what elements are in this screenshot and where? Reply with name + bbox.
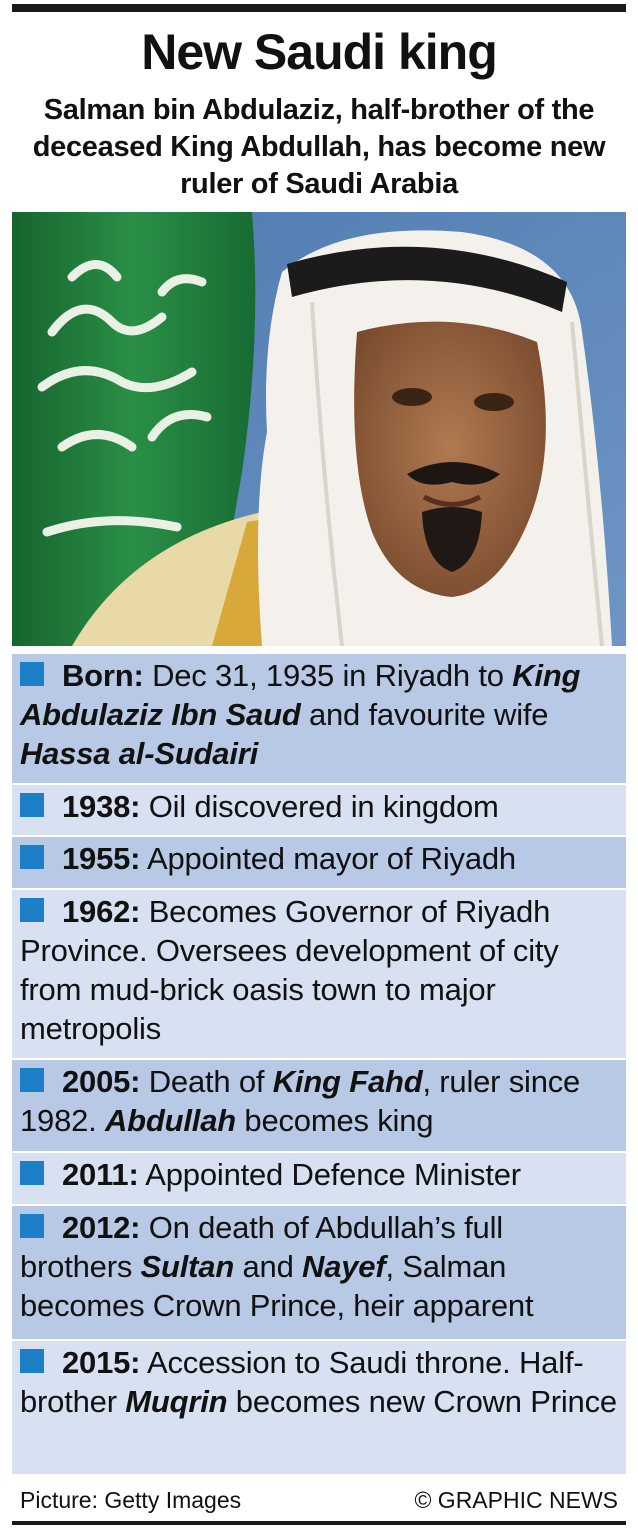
portrait-photo <box>12 212 626 646</box>
timeline-name: Muqrin <box>125 1384 228 1419</box>
timeline-text: On death of Abdullah’s full brothers <box>20 1210 503 1284</box>
timeline-text: Appointed Defence Minister <box>138 1157 521 1192</box>
timeline-year: 1955: <box>62 841 141 876</box>
timeline-item <box>12 652 626 783</box>
footer <box>12 1481 626 1519</box>
brand-credit: © GRAPHIC NEWS <box>414 1487 618 1513</box>
timeline-year: 2005: <box>62 1064 141 1099</box>
bullet-square <box>20 845 44 869</box>
timeline-text: , Salman becomes Crown Prince, heir apparent <box>20 1249 534 1323</box>
timeline-item <box>12 1339 626 1474</box>
timeline-text: and favourite wife <box>300 697 549 732</box>
timeline-name: King Fahd <box>272 1064 423 1099</box>
top-rule <box>12 4 626 12</box>
timeline-text: Becomes Governor of Riyadh Province. Oversees development of city from mud-brick oasis town to major metropolis <box>20 894 559 1046</box>
timeline-item <box>12 1058 626 1151</box>
bullet-square <box>20 793 44 817</box>
bullet-square <box>20 1161 44 1185</box>
timeline-year: 1938: <box>62 789 141 824</box>
timeline-text: becomes king <box>236 1103 434 1138</box>
right-eye <box>474 393 514 411</box>
timeline-text: Oil discovered in kingdom <box>140 789 499 824</box>
timeline-text: and <box>234 1249 303 1284</box>
timeline-text: Death of <box>140 1064 273 1099</box>
timeline-text: Dec 31, 1935 in Riyadh to <box>143 658 513 693</box>
timeline-item <box>12 835 626 888</box>
timeline-item <box>12 1204 626 1339</box>
timeline-name: Hassa al-Sudairi <box>20 736 259 771</box>
portrait-illustration <box>12 212 626 646</box>
bullet-square <box>20 662 44 686</box>
bottom-rule <box>12 1521 626 1525</box>
bullet-square <box>20 1214 44 1238</box>
bullet-square <box>20 1349 44 1373</box>
timeline-text: , ruler since 1982. <box>20 1064 581 1138</box>
timeline-year: Born: <box>62 658 144 693</box>
timeline-item <box>12 783 626 835</box>
subtitle: Salman bin Abdulaziz, half-brother of the deceased King Abdullah, has become new ruler of Saudi Arabia <box>32 94 606 200</box>
timeline-name: Abdullah <box>105 1103 236 1138</box>
timeline-year: 2011: <box>62 1157 139 1192</box>
timeline-text: Appointed mayor of Riyadh <box>140 841 516 876</box>
timeline-name: King Abdulaziz Ibn Saud <box>20 658 581 732</box>
timeline-text: becomes new Crown Prince <box>227 1384 617 1419</box>
timeline-item <box>12 1151 626 1204</box>
photo-credit: Picture: Getty Images <box>20 1487 242 1513</box>
timeline-year: 2015: <box>62 1345 141 1380</box>
timeline-year: 2012: <box>62 1210 141 1245</box>
page-title: New Saudi king <box>141 24 497 80</box>
timeline-text: Accession to Saudi throne. Half-brother <box>20 1345 584 1419</box>
timeline-item <box>12 888 626 1058</box>
bullet-square <box>20 1068 44 1092</box>
left-eye <box>392 388 432 406</box>
timeline-name: Nayef <box>302 1249 386 1284</box>
bullet-square <box>20 898 44 922</box>
timeline-name: Sultan <box>140 1249 235 1284</box>
timeline-year: 1962: <box>62 894 141 929</box>
